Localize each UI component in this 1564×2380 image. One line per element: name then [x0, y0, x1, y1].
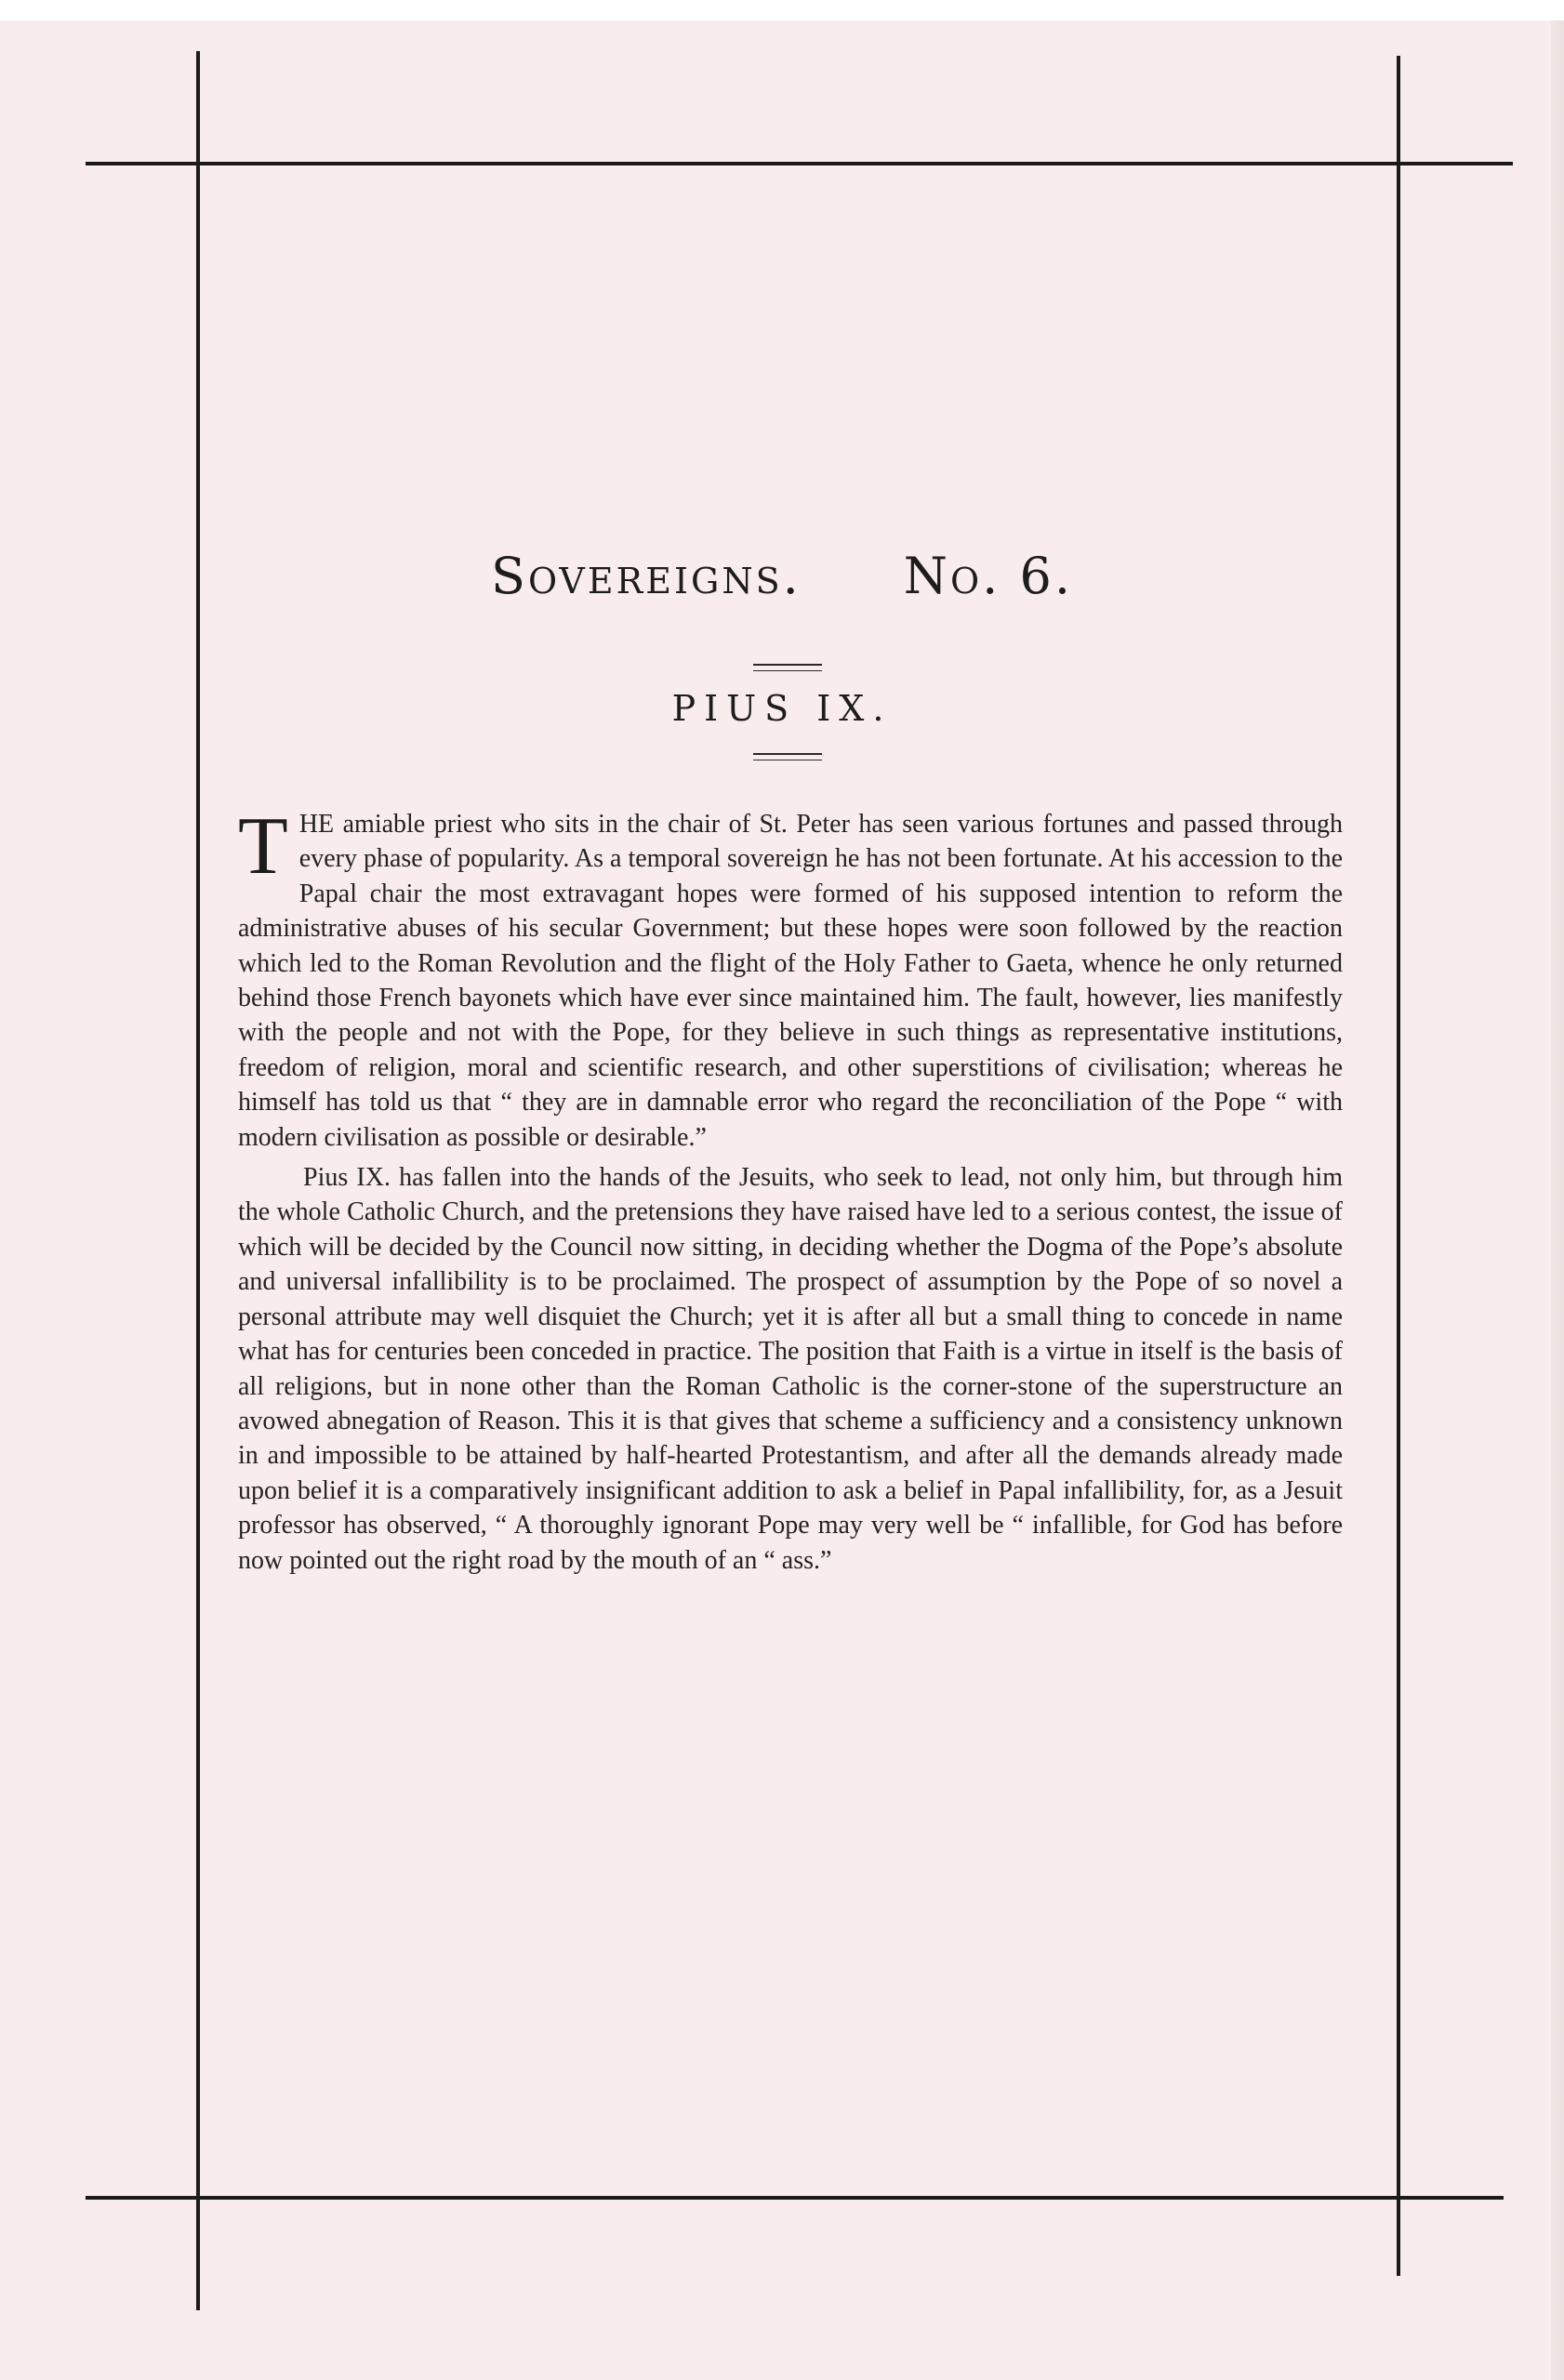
series-title: [0, 547, 1564, 605]
paragraph-1-text: HE amiable priest who sits in the chair of St. Peter has seen various fortunes and passed through every phase of popularity. As a temporal sovereign he has not been fortunate. At his accession to the Papal chair the most extravagant hopes were formed of his supposed intention to reform the administrative abuses of his secular Government; but these hopes were soon followed by the reaction which led to the Roman Revolution and the flight of the Holy Father to Gaeta, whence he only returned behind those French bayonets which have ever since maintained him. The fault, however, lies manifestly with the people and not with the Pope, for they believe in such things as representative institutions, freedom of religion, moral and scientific research, and other superstitions of civilisation; whereas he himself has told us that “ they are in damnable error who regard the reconciliation of the Pope “ with modern civilisation as possible or desirable.”: [238, 810, 1343, 1152]
border-rule-left: [196, 51, 200, 2310]
paragraph-1: [238, 801, 1343, 1155]
paragraph-2: Pius IX. has fallen into the hands of the Jesuits, who seek to lead, not only him, but through him the whole Catholic Church, and the pretensions they have raised have led to a serious contest, the issue of which will be decided by the Council now sitting, in deciding whether the Dogma of the Pope’s absolute and universal infallibility is to be proclaimed. The prospect of assumption by the Pope of so novel a personal attribute may well disquiet the Church; yet it is after all but a small thing to concede in name what has for centuries been conceded in practice. The position that Faith is a virtue in itself is the basis of all religions, but in none other than the Roman Catholic is the corner-stone of the superstructure an avowed abnegation of Reason. This it is that gives that scheme a sufficiency and a consistency unknown in and impossible to be attained by half-hearted Protestantism, and after all the demands already made upon belief it is a comparatively insignificant addition to ask a belief in Papal infallibility, for, as a Jesuit professor has observed, “ A thoroughly ignorant Pope may very well be “ infallible, for God has before now pointed out the right road by the mouth of an “ ass.”: [238, 1163, 1343, 1575]
paper-edge: [1551, 20, 1564, 2380]
title-divider-top: [753, 664, 822, 671]
title-divider-bottom: [753, 753, 822, 760]
border-rule-bottom: [86, 2196, 1504, 2200]
series-title-text: Sovereigns.: [490, 547, 802, 605]
border-rule-top: [86, 162, 1513, 165]
border-rule-right: [1397, 56, 1400, 2276]
drop-cap: T: [238, 801, 288, 892]
article-body: [238, 801, 1343, 1583]
series-number: No. 6.: [903, 547, 1074, 605]
subject-title: PIUS IX.: [671, 688, 893, 729]
